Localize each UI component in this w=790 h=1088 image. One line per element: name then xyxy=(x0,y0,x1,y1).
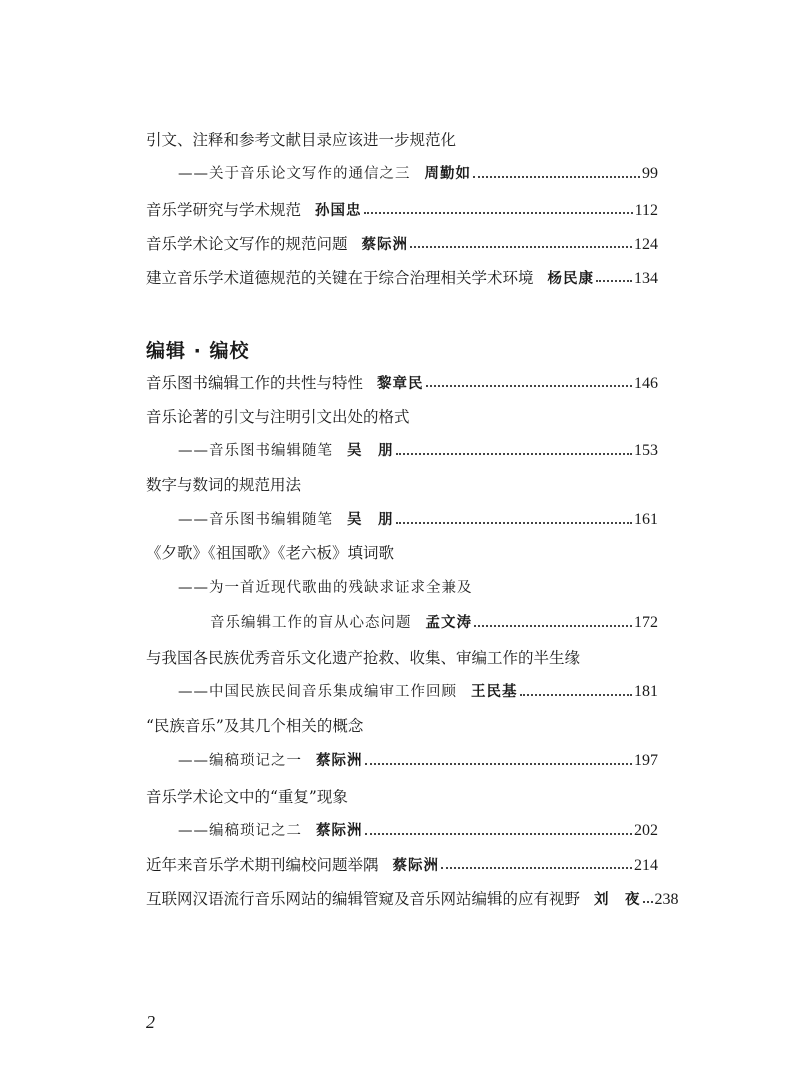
dot-leader xyxy=(365,763,633,765)
entry-author: 蔡际洲 xyxy=(392,857,440,874)
toc-entry xyxy=(146,265,658,291)
entry-author: 孟文涛 xyxy=(425,614,472,631)
dot-leader xyxy=(364,212,633,214)
page-number: 161 xyxy=(634,511,658,528)
entry-author: 孙国忠 xyxy=(315,202,362,219)
page-number: 172 xyxy=(634,614,658,631)
entry-title: 音乐图书编辑工作的共性与特性 xyxy=(146,374,364,392)
page-folio: 2 xyxy=(146,1012,155,1032)
entry-title: 音乐学术论文中的“重复”现象 xyxy=(146,788,348,806)
dot-leader xyxy=(473,176,640,178)
entry-author: 王民基 xyxy=(471,683,518,700)
entry-title: 互联网汉语流行音乐网站的编辑管窥及音乐网站编辑的应有视野 xyxy=(146,890,581,908)
section-heading: 编辑 · 编校 xyxy=(146,340,250,362)
toc-entry-title xyxy=(146,472,658,498)
toc-entry-subline xyxy=(178,748,658,774)
entry-author: 吴 朋 xyxy=(347,442,394,459)
page-number: 181 xyxy=(634,683,658,700)
entry-title: 建立音乐学术道德规范的关键在于综合治理相关学术环境 xyxy=(146,269,534,287)
toc-entry-subline xyxy=(178,818,658,844)
toc-entry xyxy=(146,852,658,878)
toc-entry-subline xyxy=(178,575,658,601)
toc-entry-title xyxy=(146,540,658,566)
toc-entry-subline xyxy=(178,161,658,187)
entry-subtitle: ——关于音乐论文写作的通信之三 xyxy=(178,166,411,182)
page-number: 99 xyxy=(642,165,658,182)
dot-leader xyxy=(474,625,632,627)
entry-title: 《夕歌》《祖国歌》《老六板》填词歌 xyxy=(146,544,395,562)
toc-entry xyxy=(146,231,658,257)
page-number: 146 xyxy=(634,375,658,392)
entry-author: 周勤如 xyxy=(424,165,471,182)
entry-title: 音乐论著的引文与注明引文出处的格式 xyxy=(146,408,410,426)
entry-title: “民族音乐”及其几个相关的概念 xyxy=(146,717,364,735)
dot-leader xyxy=(596,280,632,282)
dot-leader xyxy=(426,385,632,387)
toc-entry-title xyxy=(146,713,658,739)
page-number: 202 xyxy=(634,822,658,839)
entry-title: 音乐学术论文写作的规范问题 xyxy=(146,235,348,253)
toc-entry-subline xyxy=(178,507,658,533)
page-number: 153 xyxy=(634,442,658,459)
entry-title: 引文、注释和参考文献目录应该进一步规范化 xyxy=(146,131,457,149)
page-number: 214 xyxy=(634,857,658,874)
entry-author: 蔡际洲 xyxy=(316,822,363,839)
entry-subtitle: ——为一首近现代歌曲的残缺求证求全兼及 xyxy=(178,580,473,596)
entry-author: 黎章民 xyxy=(377,375,424,392)
dot-leader xyxy=(441,867,632,869)
entry-author: 吴 朋 xyxy=(347,511,394,528)
toc-entry-title xyxy=(146,404,658,430)
toc-entry-title xyxy=(146,127,658,153)
page-number: 238 xyxy=(654,891,679,908)
toc-entry-title xyxy=(146,784,658,810)
entry-subtitle-continued: 音乐编辑工作的盲从心态问题 xyxy=(210,615,412,631)
entry-subtitle: ——编稿琐记之一 xyxy=(178,753,302,769)
dot-leader xyxy=(410,246,632,248)
dot-leader xyxy=(396,453,633,455)
entry-title: 数字与数词的规范用法 xyxy=(146,476,302,494)
toc-entry xyxy=(146,886,679,912)
page-number: 112 xyxy=(634,202,658,219)
entry-subtitle: ——音乐图书编辑随笔 xyxy=(178,443,333,459)
toc-entry xyxy=(146,197,658,223)
dot-leader xyxy=(365,833,633,835)
entry-subtitle: ——编稿琐记之二 xyxy=(178,823,302,839)
page-number: 124 xyxy=(634,236,658,253)
dot-leader xyxy=(520,694,633,696)
entry-author: 杨民康 xyxy=(547,270,595,287)
entry-title: 近年来音乐学术期刊编校问题举隅 xyxy=(146,856,379,874)
entry-author: 蔡际洲 xyxy=(361,236,409,253)
entry-subtitle: ——中国民族民间音乐集成编审工作回顾 xyxy=(178,684,457,700)
toc-entry-title xyxy=(146,645,658,671)
toc-entry-subline xyxy=(178,679,658,705)
dot-leader xyxy=(643,901,653,903)
entry-subtitle: ——音乐图书编辑随笔 xyxy=(178,512,333,528)
toc-entry xyxy=(146,370,658,396)
entry-title: 音乐学研究与学术规范 xyxy=(146,201,302,219)
entry-title: 与我国各民族优秀音乐文化遗产抢救、收集、审编工作的半生缘 xyxy=(146,649,581,667)
dot-leader xyxy=(396,522,633,524)
page-number: 134 xyxy=(634,270,658,287)
toc-entry-subline xyxy=(178,438,658,464)
entry-author: 蔡际洲 xyxy=(316,752,363,769)
toc-entry-subline xyxy=(210,610,658,636)
entry-author: 刘 夜 xyxy=(594,891,641,908)
page-number: 197 xyxy=(634,752,658,769)
